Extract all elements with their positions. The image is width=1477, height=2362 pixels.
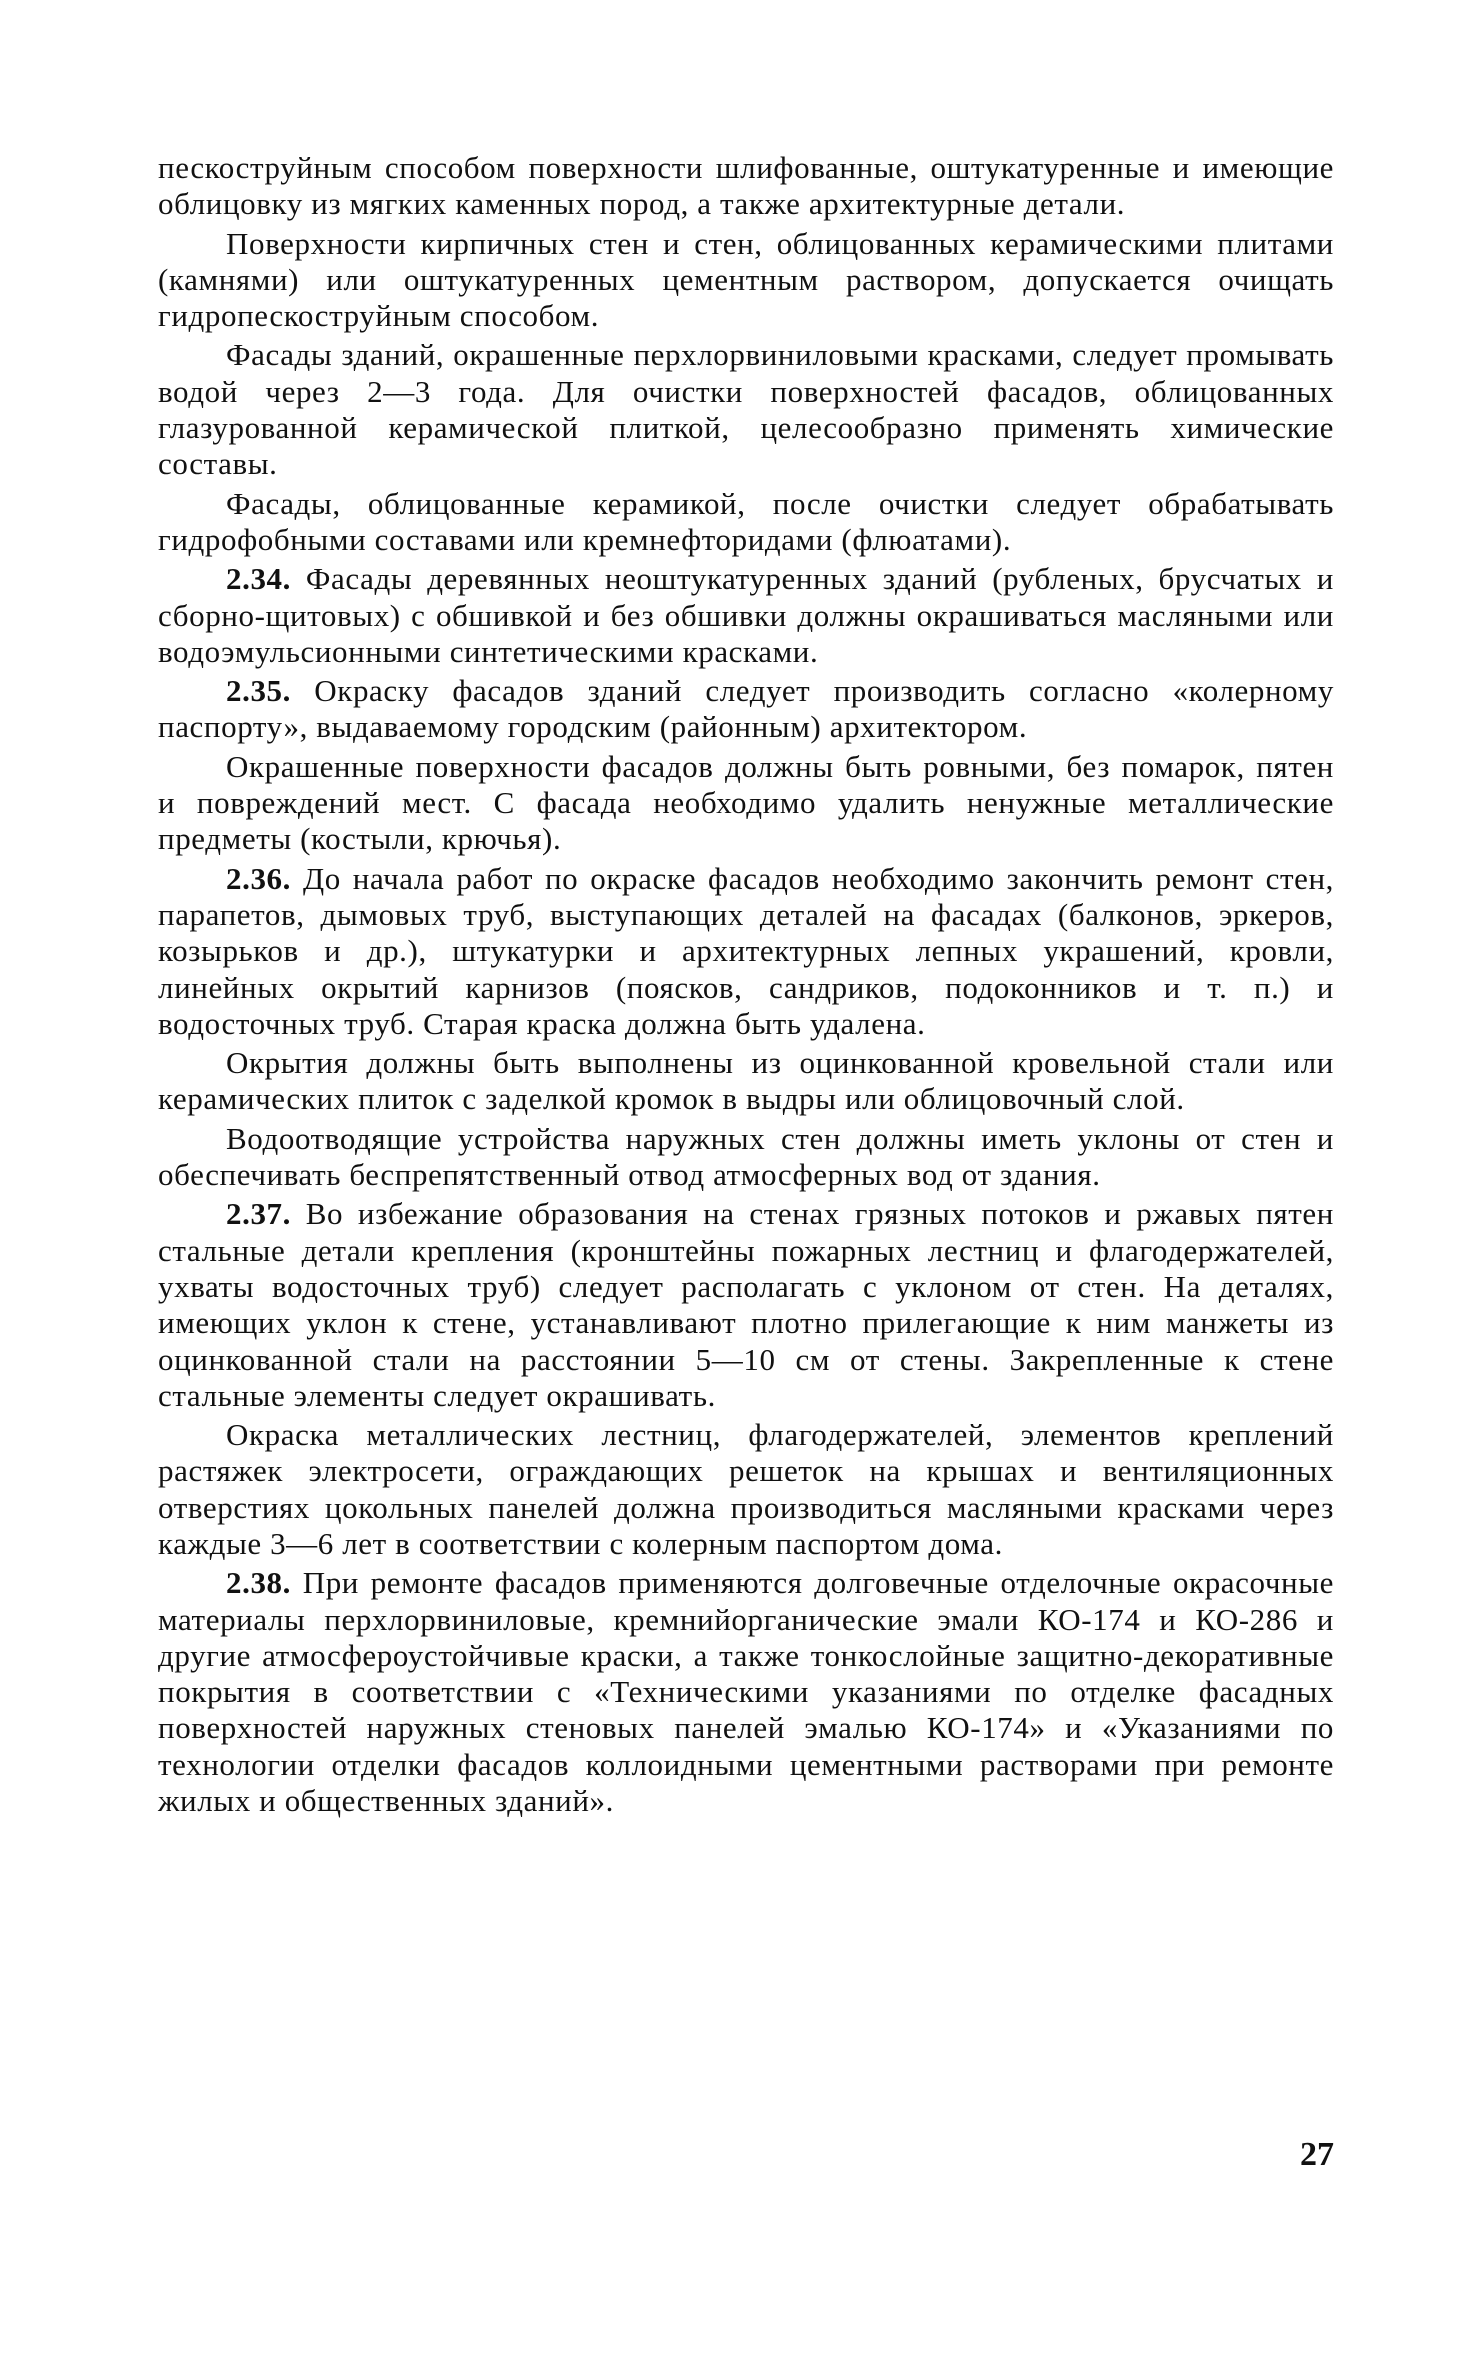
paragraph	[158, 1417, 1334, 1562]
paragraph-text: Окрашенные поверхности фасадов должны быть ровными, без помарок, пятен и повреждений мест. С фасада необходимо удалить ненужные металлические предметы (костыли, крючья).	[158, 748, 1334, 857]
paragraph	[158, 150, 1334, 223]
document-body	[158, 150, 1334, 1822]
paragraph-text: Фасады, облицованные керамикой, после очистки следует обрабатывать гидрофобными составами или кремнефторидами (флюатами).	[158, 485, 1334, 557]
section-2-36	[158, 861, 1334, 1042]
paragraph-text: Окрытия должны быть выполнены из оцинкованной кровельной стали или керамических плиток с заделкой кромок в выдры или облицовочный слой.	[158, 1045, 1334, 1117]
paragraph	[158, 226, 1334, 335]
paragraph	[158, 1045, 1334, 1118]
paragraph-text: Водоотводящие устройства наружных стен должны иметь уклоны от стен и обеспечивать беспрепятственный отвод атмосферных вод от здания.	[158, 1120, 1334, 1193]
paragraph	[158, 486, 1334, 559]
page-number: 27	[1300, 2136, 1334, 2173]
paragraph-text: Фасады деревянных неоштукатуренных зданий (рубленых, брусчатых и сборно-щитовых) с обшивкой и без обшивки должны окрашиваться масляными или водоэмульсионными синтетическими красками.	[158, 561, 1334, 669]
section-number: 2.36.	[226, 860, 291, 896]
paragraph	[158, 749, 1334, 858]
section-2-38	[158, 1565, 1334, 1819]
paragraph-text: Фасады зданий, окрашенные перхлорвиниловыми красками, следует промывать водой через 2—3 года. Для очистки поверхностей фасадов, облицованных глазурованной керамической плиткой, целесообразно применять химические составы.	[158, 337, 1334, 482]
paragraph-text: До начала работ по окраске фасадов необходимо закончить ремонт стен, парапетов, дымовых труб, выступающих деталей на фасадах (балконов, эркеров, козырьков и др.), штукатурки и архитектурных лепных украшений, кровли, линейных окрытий карнизов (поясков, сандриков, подоконников и т. п.) и водосточных труб. Старая краска должна быть удалена.	[158, 860, 1334, 1041]
paragraph-text: При ремонте фасадов применяются долговечные отделочные окрасочные материалы перхлорвиниловые, кремнийорганические эмали КО-174 и КО-286 и другие атмосфероустойчивые краски, а также тонкослойные защитно-декоративные покрытия в соответствии с «Техническими указаниями по отделке фасадных поверхностей наружных стеновых панелей эмалью КО-174» и «Указаниями по технологии отделки фасадов коллоидными цементными растворами при ремонте жилых и общественных зданий».	[158, 1565, 1334, 1819]
paragraph	[158, 337, 1334, 482]
section-2-34	[158, 561, 1334, 670]
paragraph-text: Во избежание образования на стенах грязных потоков и ржавых пятен стальные детали крепления (кронштейны пожарных лестниц и флагодержателей, ухваты водосточных труб) следует располагать с уклоном от стен. На деталях, имеющих уклон к стене, устанавливают плотно прилегающие к ним манжеты из оцинкованной стали на расстоянии 5—10 см от стены. Закрепленные к стене стальные элементы следует окрашивать.	[158, 1196, 1334, 1413]
section-number: 2.35.	[226, 673, 291, 709]
paragraph-text: Поверхности кирпичных стен и стен, облицованных керамическими плитами (камнями) или оштукатуренных цементным раствором, допускается очищать гидропескоструйным способом.	[158, 225, 1334, 334]
section-2-35	[158, 673, 1334, 746]
paragraph	[158, 1121, 1334, 1194]
section-2-37	[158, 1196, 1334, 1414]
section-number: 2.37.	[226, 1196, 291, 1232]
section-number: 2.38.	[226, 1565, 291, 1601]
paragraph-text: пескоструйным способом поверхности шлифованные, оштукатуренные и имеющие облицовку из мягких каменных пород, а также архитектурные детали.	[158, 150, 1334, 222]
paragraph-text: Окраску фасадов зданий следует производить согласно «колерному паспорту», выдаваемому городским (районным) архитектором.	[158, 673, 1334, 745]
paragraph-text: Окраска металлических лестниц, флагодержателей, элементов креплений растяжек электросети, ограждающих решеток на крышах и вентиляционных отверстиях цокольных панелей должна производиться масляными красками через каждые 3—6 лет в соответствии с колерным паспортом дома.	[158, 1417, 1334, 1561]
section-number: 2.34.	[226, 561, 291, 597]
